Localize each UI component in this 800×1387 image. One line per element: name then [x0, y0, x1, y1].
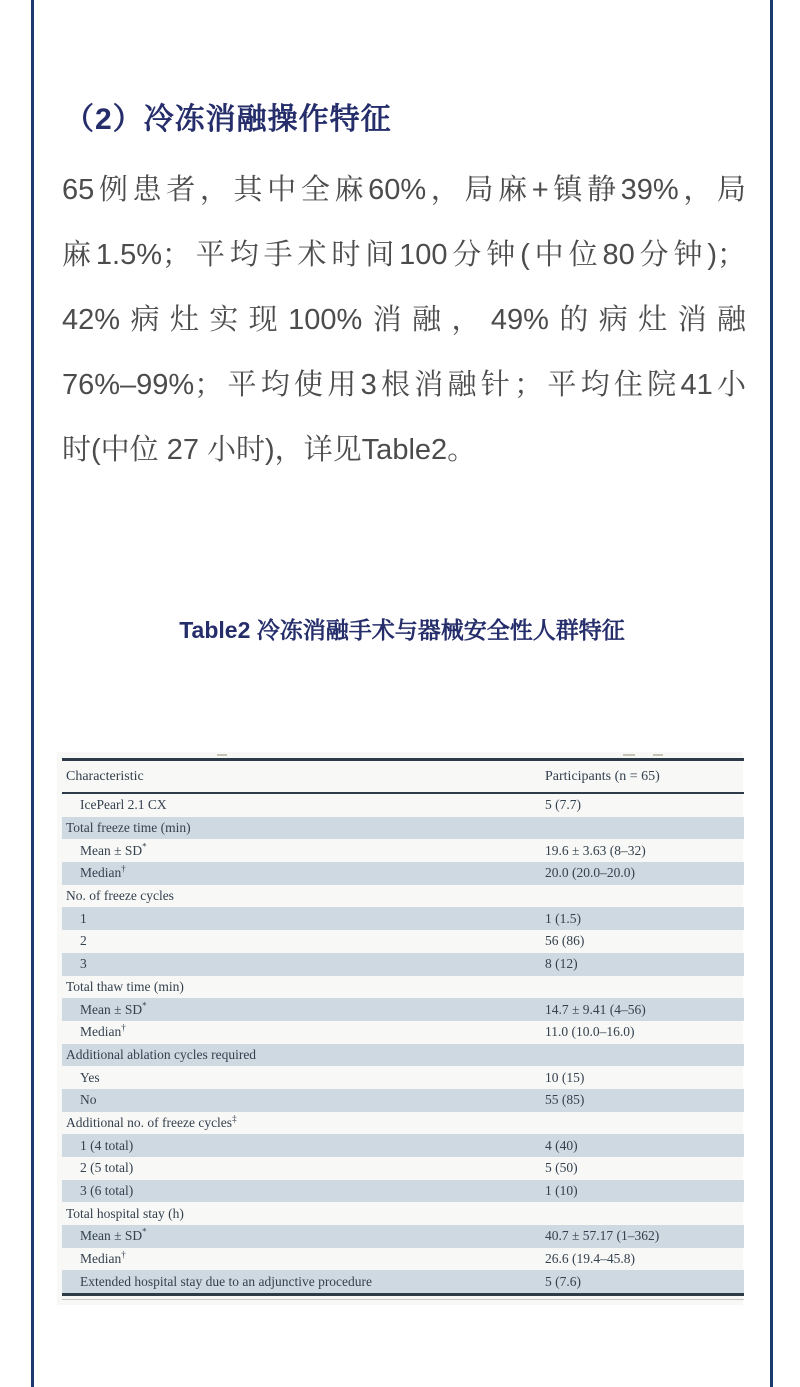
row-label: Median† [80, 1251, 126, 1267]
paragraph-line: 麻1.5%；平均手术时间100分钟(中位80分钟)； [62, 239, 746, 271]
scan-artifact [217, 754, 227, 756]
row-value: 56 (86) [545, 933, 585, 949]
row-value: 19.6 ± 3.63 (8–32) [545, 842, 646, 858]
row-label: Total freeze time (min) [66, 820, 191, 836]
left-frame-bar [31, 0, 34, 1387]
row-value: 26.6 (19.4–45.8) [545, 1251, 635, 1267]
paragraph-line: 时(中位 27 小时)，详见Table2。 [62, 434, 477, 466]
row-value: 10 (15) [545, 1069, 585, 1085]
header-characteristic: Characteristic [66, 768, 144, 784]
scan-artifact [653, 754, 663, 756]
row-label: Yes [80, 1069, 100, 1085]
row-label: Total thaw time (min) [66, 978, 184, 994]
footnote-marker: ‡ [232, 1114, 237, 1124]
row-label: 1 (4 total) [80, 1137, 134, 1153]
row-value: 5 (7.7) [545, 797, 581, 813]
table-row [62, 885, 744, 908]
table-row [62, 976, 744, 999]
row-value: 14.7 ± 9.41 (4–56) [545, 1001, 646, 1017]
section-heading: （2）冷冻消融操作特征 [64, 103, 392, 136]
row-label: 3 [80, 956, 87, 972]
row-value: 8 (12) [545, 956, 578, 972]
table-row [62, 1202, 744, 1225]
row-value: 11.0 (10.0–16.0) [545, 1024, 635, 1040]
row-value: 4 (40) [545, 1137, 578, 1153]
footnote-marker: † [121, 1024, 126, 1033]
table-row [62, 1225, 744, 1248]
table-row [62, 1248, 744, 1271]
table-caption: Table2 冷冻消融手术与器械安全性人群特征 [179, 617, 625, 643]
footnote-marker: † [121, 1251, 126, 1260]
footnote-marker: * [142, 1228, 147, 1237]
scan-artifact [623, 754, 635, 756]
table-row [62, 1089, 744, 1112]
footnote-marker: † [121, 865, 126, 874]
row-label: Mean ± SD* [80, 842, 147, 858]
row-label: IcePearl 2.1 CX [80, 797, 167, 813]
table-row [62, 1157, 744, 1180]
row-label: 2 [80, 933, 87, 949]
table-row [62, 907, 744, 930]
row-label: No [80, 1092, 97, 1108]
footnote-marker: * [142, 1001, 147, 1011]
row-label: 2 (5 total) [80, 1160, 134, 1176]
table-row [62, 862, 744, 885]
body-paragraph [62, 158, 746, 483]
scanned-table-image [57, 752, 743, 1305]
row-label: Median† [80, 1024, 126, 1040]
table-row [62, 998, 744, 1021]
row-value: 1 (1.5) [545, 910, 581, 926]
paragraph-line: 65例患者，其中全麻60%，局麻+镇静39%，局 [62, 174, 746, 206]
row-label: Total hospital stay (h) [66, 1205, 184, 1221]
table-row [62, 1134, 744, 1157]
row-label: 1 [80, 910, 87, 926]
row-value: 55 (85) [545, 1092, 585, 1108]
row-label: Mean ± SD* [80, 1001, 147, 1017]
row-value: 5 (7.6) [545, 1273, 581, 1289]
table-row [62, 1044, 744, 1067]
table-row [62, 839, 744, 862]
row-label: Extended hospital stay due to an adjunctive procedure [80, 1273, 373, 1289]
table-header-row [62, 761, 744, 794]
row-label: Additional no. of freeze cycles‡ [66, 1114, 237, 1130]
row-label: Mean ± SD* [80, 1228, 147, 1244]
table-row [62, 930, 744, 953]
header-participants: Participants (n = 65) [545, 768, 660, 784]
table-row [62, 794, 744, 817]
row-value: 1 (10) [545, 1183, 578, 1199]
table-body [62, 794, 744, 1293]
table-row [62, 1270, 744, 1293]
row-label: 3 (6 total) [80, 1183, 134, 1199]
row-value: 40.7 ± 57.17 (1–362) [545, 1228, 660, 1244]
table-row [62, 1066, 744, 1089]
paragraph-line: 76%–99%；平均使用3根消融针；平均住院41小 [62, 369, 746, 401]
row-value: 20.0 (20.0–20.0) [545, 865, 635, 881]
table-row [62, 1180, 744, 1203]
journal-table [62, 758, 744, 1300]
row-label: Median† [80, 865, 126, 881]
right-frame-bar [770, 0, 773, 1387]
table-bottom-rule-thin [62, 1299, 744, 1300]
row-label: No. of freeze cycles [66, 888, 174, 904]
table-row [62, 817, 744, 840]
row-value: 5 (50) [545, 1160, 578, 1176]
table-bottom-rule [62, 1293, 744, 1296]
row-label: Additional ablation cycles required [66, 1046, 257, 1062]
table-row [62, 953, 744, 976]
table-row [62, 1021, 744, 1044]
footnote-marker: * [142, 842, 147, 852]
paragraph-line: 42%病灶实现100%消融，49%的病灶消融 [62, 304, 746, 336]
table-row [62, 1112, 744, 1135]
